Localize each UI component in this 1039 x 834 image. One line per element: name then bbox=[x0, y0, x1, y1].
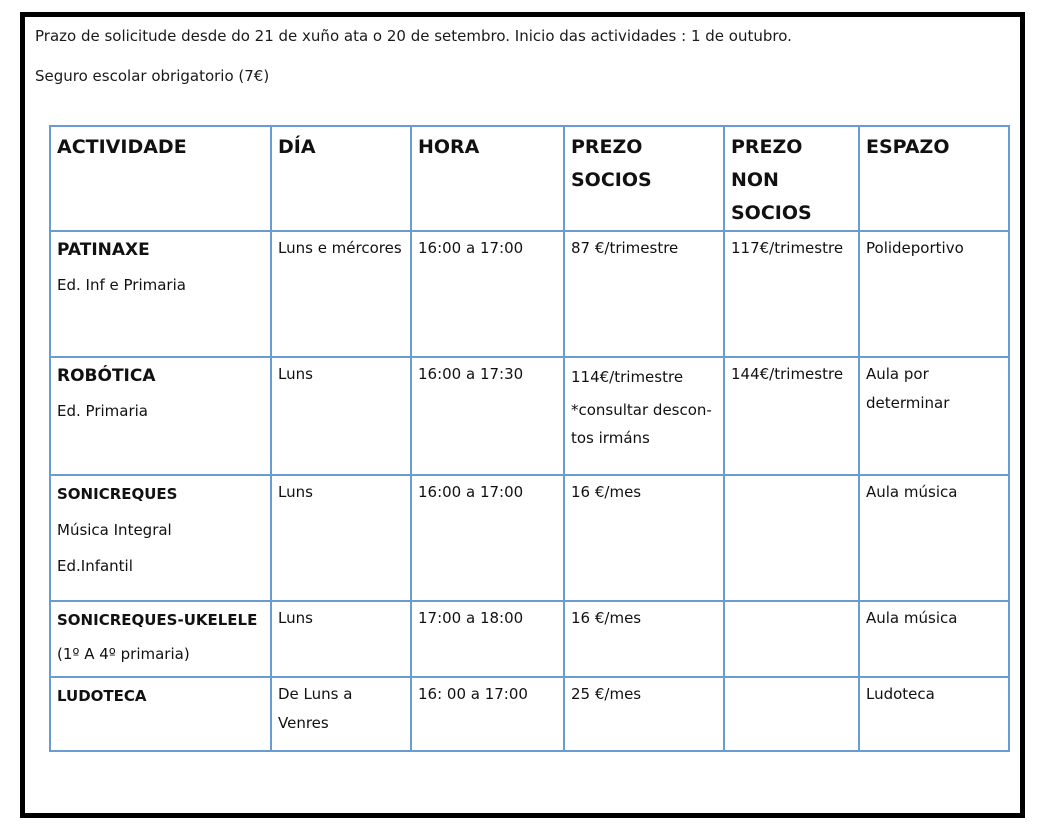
space-text: Aula música bbox=[866, 483, 958, 501]
activity-name: ROBÓTICA bbox=[57, 366, 156, 386]
cell-prezo-non-socios bbox=[724, 601, 859, 677]
cell-dia bbox=[271, 677, 411, 751]
document-frame bbox=[20, 12, 1025, 818]
header-hora: HORA bbox=[411, 126, 564, 231]
activity-group: Ed. Inf e Primaria bbox=[57, 276, 186, 294]
header-actividade: ACTIVIDADE bbox=[50, 126, 271, 231]
price-text: 114€/trimestre bbox=[571, 368, 684, 386]
cell-actividade bbox=[50, 601, 271, 677]
cell-dia bbox=[271, 601, 411, 677]
cell-actividade bbox=[50, 231, 271, 357]
activity-group: Ed. Primaria bbox=[57, 402, 148, 420]
activity-name: LUDOTECA bbox=[57, 687, 147, 705]
table-row bbox=[50, 677, 1009, 751]
day-text: Luns bbox=[278, 483, 313, 501]
cell-espazo bbox=[859, 677, 1009, 751]
cell-prezo-socios: 25 €/mes bbox=[564, 677, 724, 751]
cell-actividade bbox=[50, 357, 271, 475]
activity-name: SONICREQUES bbox=[57, 485, 178, 503]
cell-espazo bbox=[859, 357, 1009, 475]
header-prezo-non-socios bbox=[724, 126, 859, 231]
header-prezo-non-socios-line2: SOCIOS bbox=[731, 202, 812, 224]
cell-espazo bbox=[859, 231, 1009, 357]
cell-prezo-non-socios bbox=[724, 677, 859, 751]
table-row bbox=[50, 231, 1009, 357]
space-text: Ludoteca bbox=[866, 685, 935, 703]
insurance-text: Seguro escolar obrigatorio (7€) bbox=[35, 67, 270, 85]
space-text: Aula música bbox=[866, 609, 958, 627]
cell-hora: 16:00 a 17:00 bbox=[411, 475, 564, 601]
cell-prezo-socios: 87 €/trimestre bbox=[564, 231, 724, 357]
application-deadline-text: Prazo de solicitude desde do 21 de xuño ata o 20 de setembro. Inicio das actividades : 1 de outubro. bbox=[35, 27, 792, 45]
cell-actividade bbox=[50, 475, 271, 601]
space-text: Polideportivo bbox=[866, 239, 964, 257]
day-text: Luns bbox=[278, 365, 313, 383]
table-row bbox=[50, 475, 1009, 601]
activities-table bbox=[49, 125, 1010, 752]
cell-actividade bbox=[50, 677, 271, 751]
day-text-line1: De Luns a bbox=[278, 685, 353, 703]
discount-note-line1: *consultar descon- bbox=[571, 401, 712, 419]
activity-group-2: Ed.Infantil bbox=[57, 557, 133, 575]
cell-prezo-non-socios: 117€/trimestre bbox=[724, 231, 859, 357]
cell-dia bbox=[271, 357, 411, 475]
cell-dia bbox=[271, 231, 411, 357]
day-text: Luns bbox=[278, 609, 313, 627]
header-dia: DÍA bbox=[271, 126, 411, 231]
activity-group: (1º A 4º primaria) bbox=[57, 645, 190, 663]
header-prezo-socios: PREZO SOCIOS bbox=[564, 126, 724, 231]
cell-hora: 16: 00 a 17:00 bbox=[411, 677, 564, 751]
cell-prezo-socios bbox=[564, 357, 724, 475]
cell-prezo-socios: 16 €/mes bbox=[564, 601, 724, 677]
day-text: Luns e mércores bbox=[278, 239, 402, 257]
cell-espazo bbox=[859, 475, 1009, 601]
activity-name: PATINAXE bbox=[57, 240, 150, 260]
table-header-row bbox=[50, 126, 1009, 231]
cell-hora: 16:00 a 17:30 bbox=[411, 357, 564, 475]
space-text-line1: Aula por bbox=[866, 365, 929, 383]
header-espazo: ESPAZO bbox=[859, 126, 1009, 231]
activity-group: Música Integral bbox=[57, 521, 172, 539]
activity-name: SONICREQUES-UKELELE bbox=[57, 611, 258, 629]
cell-hora: 16:00 a 17:00 bbox=[411, 231, 564, 357]
cell-hora: 17:00 a 18:00 bbox=[411, 601, 564, 677]
table-row bbox=[50, 601, 1009, 677]
cell-prezo-socios: 16 €/mes bbox=[564, 475, 724, 601]
header-prezo-non-socios-line1: PREZO NON bbox=[731, 136, 803, 191]
cell-prezo-non-socios: 144€/trimestre bbox=[724, 357, 859, 475]
cell-espazo bbox=[859, 601, 1009, 677]
day-text-line2: Venres bbox=[278, 714, 329, 732]
discount-note-line2: tos irmáns bbox=[571, 429, 650, 447]
space-text-line2: determinar bbox=[866, 394, 950, 412]
discount-note bbox=[571, 396, 717, 452]
cell-dia bbox=[271, 475, 411, 601]
cell-prezo-non-socios bbox=[724, 475, 859, 601]
table-row bbox=[50, 357, 1009, 475]
